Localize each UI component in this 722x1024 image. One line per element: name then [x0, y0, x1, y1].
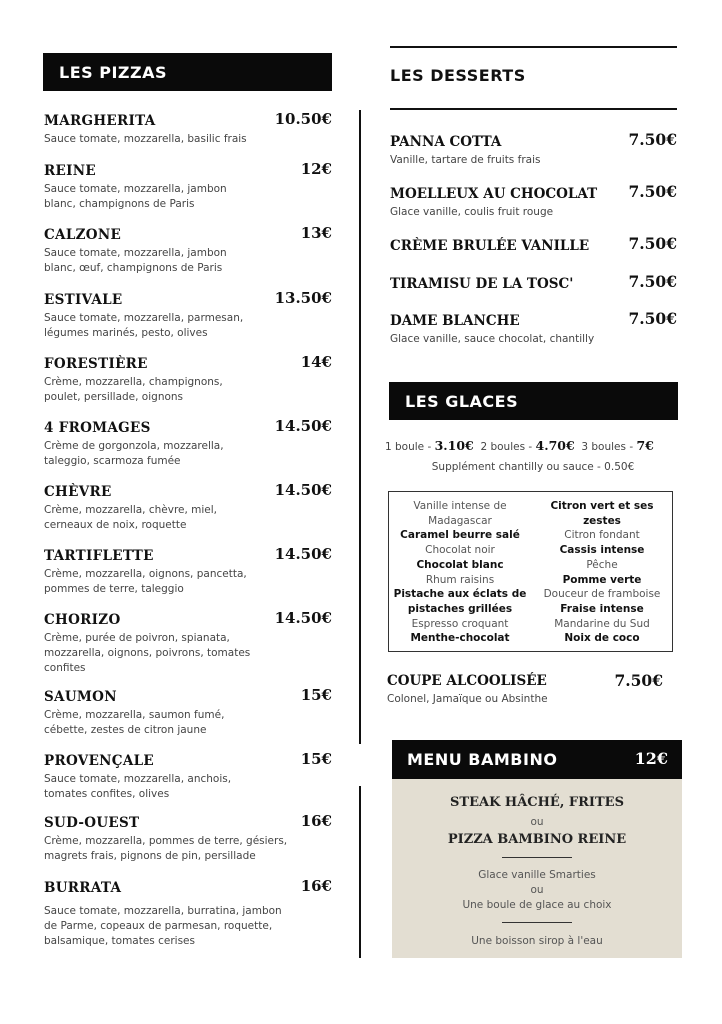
bambino-dessert-1: Glace vanille Smarties	[478, 869, 596, 881]
glaces-header	[389, 382, 678, 420]
dessert-item-dame-blanche	[390, 309, 678, 345]
dessert-item-tiramisu	[390, 272, 678, 292]
dessert-item-creme-brulee	[390, 234, 678, 254]
pizza-desc: Sauce tomate, mozzarella, basilic frais	[44, 133, 247, 145]
bambino-or-1: ou	[530, 816, 544, 828]
pizza-price: 14.50€	[274, 417, 332, 435]
pizza-desc: Sauce tomate, mozzarella, jambon blanc, champignons de Paris	[44, 183, 227, 210]
pizza-price: 14.50€	[274, 545, 332, 563]
pizza-price: 13.50€	[274, 289, 332, 307]
column-divider-bottom	[359, 786, 361, 958]
pizza-price: 14.50€	[274, 609, 332, 627]
flavor-line: Chocolat noir	[425, 544, 495, 557]
column-divider-top	[359, 110, 361, 744]
glaces-supplement: Supplément chantilly ou sauce - 0.50€	[431, 461, 635, 473]
boule2-label: 2 boules -	[480, 441, 536, 453]
flavor-line: Cassis intense	[559, 544, 645, 557]
boule1-price: 3.10€	[434, 438, 474, 453]
pizza-desc: Crème, mozzarella, chèvre, miel, cerneaux de noix, roquette	[44, 504, 218, 531]
bambino-separator	[502, 857, 572, 858]
pizza-price: 15€	[300, 750, 332, 768]
pizza-price: 16€	[300, 812, 332, 830]
boule2-price: 4.70€	[535, 438, 575, 453]
flavors-left-column	[389, 499, 531, 646]
flavor-line: Douceur de framboise	[543, 588, 661, 601]
flavor-line: Citron vert et ses	[550, 500, 654, 512]
dessert-desc: Vanille, tartare de fruits frais	[390, 154, 541, 166]
flavor-line: pistaches grillées	[407, 602, 513, 615]
flavor-line: Pomme verte	[562, 573, 642, 586]
flavor-line: Rhum raisins	[425, 573, 495, 586]
pizza-item-sud-ouest	[44, 812, 334, 864]
pizza-item-reine	[44, 160, 334, 212]
flavor-line: Menthe-chocolat	[410, 632, 510, 645]
flavor-line: Pistache aux éclats de	[393, 588, 527, 601]
dessert-price: 7.50€	[628, 182, 677, 201]
dessert-desc: Glace vanille, coulis fruit rouge	[390, 206, 554, 218]
pizza-item-margherita	[44, 110, 334, 147]
boule3-price: 7€	[636, 438, 654, 453]
pizzas-header	[43, 53, 332, 91]
dessert-name: MOELLEUX AU CHOCOLAT	[390, 186, 598, 202]
pizza-price: 15€	[300, 686, 332, 704]
bambino-dessert-2: Une boule de glace au choix	[462, 899, 612, 911]
pizza-item-saumon	[44, 686, 334, 738]
bambino-option-2: PIZZA BAMBINO REINE	[447, 832, 627, 847]
dessert-price: 7.50€	[628, 234, 677, 253]
dessert-name: CRÈME BRULÉE VANILLE	[390, 238, 590, 254]
desserts-bottom-rule	[390, 108, 677, 110]
flavor-line: Citron fondant	[564, 529, 640, 542]
pizza-price: 14€	[300, 353, 332, 371]
pizza-desc: Crème, mozzarella, pommes de terre, gésiers, magrets frais, pignons de pin, persillade	[44, 835, 288, 862]
desserts-title: LES DESSERTS	[390, 66, 526, 85]
flavor-line: Madagascar	[428, 514, 492, 527]
dessert-price: 7.50€	[628, 130, 677, 149]
pizza-item-tartiflette	[44, 545, 334, 597]
coupe-alcoolisee	[387, 673, 663, 705]
boule1-label: 1 boule -	[385, 441, 435, 453]
flavor-line: Noix de coco	[564, 632, 640, 645]
pizza-name: PROVENÇALE	[44, 753, 154, 769]
flavors-box	[388, 491, 673, 652]
flavor-line: Pêche	[586, 558, 618, 571]
pizza-name: ESTIVALE	[44, 292, 123, 308]
pizza-name: TARTIFLETTE	[44, 548, 154, 564]
pizza-name: MARGHERITA	[44, 113, 156, 129]
menu-bambino	[392, 740, 682, 958]
flavors-right-column	[531, 499, 673, 646]
pizza-name: 4 FROMAGES	[44, 420, 151, 436]
pizza-desc: Sauce tomate, mozzarella, parmesan, légumes marinés, pesto, olives	[44, 312, 244, 339]
dessert-name: DAME BLANCHE	[390, 313, 520, 329]
pizza-item-estivale	[44, 289, 334, 341]
pizza-price: 16€	[300, 877, 332, 895]
dessert-price: 7.50€	[628, 272, 677, 291]
bambino-or-2: ou	[530, 884, 544, 896]
desserts-top-rule	[390, 46, 677, 48]
pizza-item-forestiere	[44, 353, 334, 405]
flavor-line: Vanille intense de	[413, 500, 507, 512]
pizza-desc: Sauce tomate, mozzarella, anchois, tomates confites, olives	[44, 773, 232, 800]
dessert-item-panna-cotta	[390, 130, 678, 166]
dessert-item-moelleux	[390, 182, 678, 218]
coupe-name: COUPE ALCOOLISÉE	[387, 673, 547, 689]
pizza-name: SAUMON	[44, 689, 117, 705]
pizza-name: SUD-OUEST	[44, 815, 140, 831]
bambino-option-1: STEAK HÂCHÉ, FRITES	[450, 795, 624, 810]
pizza-name: CALZONE	[44, 227, 122, 243]
dessert-name: PANNA COTTA	[390, 134, 502, 150]
pizza-desc: Crème, mozzarella, saumon fumé, cébette, zestes de citron jaune	[44, 709, 225, 736]
pizza-desc: Sauce tomate, mozzarella, jambon blanc, œuf, champignons de Paris	[44, 247, 227, 274]
dessert-name: TIRAMISU DE LA TOSC'	[390, 276, 574, 292]
coupe-desc: Colonel, Jamaïque ou Absinthe	[387, 693, 548, 705]
bambino-separator	[502, 922, 572, 923]
pizza-desc: Sauce tomate, mozzarella, burratina, jambon de Parme, copeaux de parmesan, roquette, balsamique, tomates cerises	[44, 905, 282, 947]
pizza-desc: Crème, mozzarella, oignons, pancetta, pommes de terre, taleggio	[44, 568, 247, 595]
pizza-desc: Crème, purée de poivron, spianata, mozzarella, oignons, poivrons, tomates confites	[44, 632, 251, 674]
bambino-title: MENU BAMBINO	[407, 750, 558, 769]
bambino-header	[392, 740, 682, 779]
boule3-label: 3 boules -	[581, 441, 637, 453]
flavor-line: Fraise intense	[560, 602, 644, 615]
pizzas-title: LES PIZZAS	[59, 63, 168, 82]
pizza-item-4-fromages	[44, 417, 334, 469]
dessert-desc: Glace vanille, sauce chocolat, chantilly	[390, 333, 595, 345]
pizza-name: FORESTIÈRE	[44, 356, 148, 372]
pizza-price: 10.50€	[274, 110, 332, 128]
flavor-line: Chocolat blanc	[416, 558, 504, 571]
pizza-item-calzone	[44, 224, 334, 276]
pizza-item-provencale	[44, 750, 334, 802]
flavor-line: Espresso croquant	[411, 617, 509, 630]
pizza-item-chevre	[44, 481, 334, 533]
bambino-drink: Une boisson sirop à l'eau	[471, 935, 603, 947]
pizza-name: CHORIZO	[44, 612, 121, 628]
pizza-name: BURRATA	[44, 880, 122, 896]
pizza-item-chorizo	[44, 609, 334, 676]
flavor-line: Caramel beurre salé	[400, 529, 520, 542]
pizza-price: 13€	[300, 224, 332, 242]
flavor-line: zestes	[583, 514, 621, 527]
coupe-price: 7.50€	[614, 671, 663, 690]
pizza-price: 12€	[300, 160, 332, 178]
glaces-pricing	[385, 438, 677, 453]
pizza-name: REINE	[44, 163, 96, 179]
pizza-price: 14.50€	[274, 481, 332, 499]
flavor-line: Mandarine du Sud	[554, 617, 650, 630]
pizza-desc: Crème, mozzarella, champignons, poulet, persillade, oignons	[44, 376, 223, 403]
pizza-desc: Crème de gorgonzola, mozzarella, taleggio, scarmoza fumée	[44, 440, 224, 467]
bambino-price: 12€	[634, 749, 668, 768]
dessert-price: 7.50€	[628, 309, 677, 328]
glaces-title: LES GLACES	[405, 392, 519, 411]
pizza-item-burrata	[44, 877, 334, 949]
pizza-name: CHÈVRE	[44, 484, 112, 500]
